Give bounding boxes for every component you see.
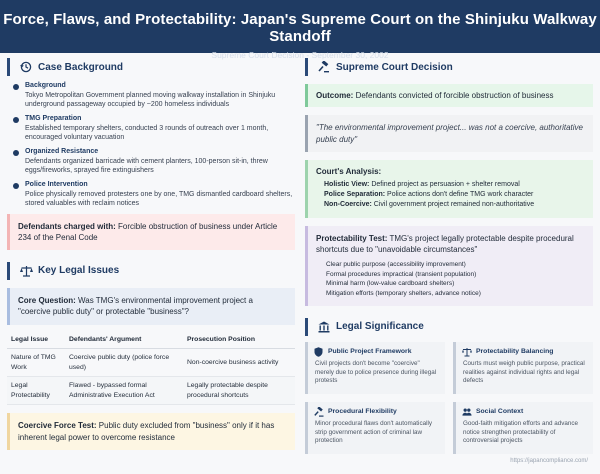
analysis-label: Non-Coercive: (324, 201, 372, 209)
card-title: Procedural Flexibility (328, 408, 397, 416)
background-timeline (7, 82, 295, 209)
legal-issues-table (7, 331, 295, 405)
timeline-item (13, 82, 295, 110)
table-header: Legal Issue (7, 331, 65, 349)
page-header (0, 0, 600, 60)
gavel-icon (314, 407, 324, 417)
timeline-dot (13, 84, 19, 90)
history-icon (19, 60, 33, 74)
significance-grid (305, 342, 593, 454)
timeline-dot (13, 117, 19, 123)
card-header (314, 407, 439, 417)
card-title: Protectability Balancing (476, 348, 554, 356)
analysis-item (324, 190, 585, 200)
institution-icon (317, 320, 331, 334)
table-cell: Flawed - bypassed formal Administrative Execution Act (65, 377, 183, 405)
card-title: Social Context (476, 408, 524, 416)
scale-icon (19, 264, 33, 278)
outcome-label: Outcome: (316, 91, 354, 100)
significance-card (305, 342, 445, 394)
right-column (305, 58, 593, 454)
users-icon (462, 407, 472, 417)
table-row (7, 377, 295, 405)
coercive-test-text: Public duty excluded from "business" only if it has inherent legal power to overcome resistance (18, 421, 275, 442)
timeline-text: Defendants organized barricade with cement planters, 100-person sit-in, threw eggs/fireworks, sprayed fire extinguishers (25, 157, 268, 175)
court-analysis-box (305, 160, 593, 217)
card-text: Civil projects don't become "coercive" merely due to police presence during illegal protests (315, 359, 437, 385)
table-header-row (7, 331, 295, 349)
timeline-title: Police Intervention (25, 180, 88, 188)
table-cell: Legally protectable despite procedural shortcuts (183, 377, 295, 405)
table-header: Defendants' Argument (65, 331, 183, 349)
outcome-text: Defendants convicted of forcible obstruction of business (355, 91, 554, 100)
card-text: Courts must weigh public purpose, practical realities against individual rights and legal defects (463, 359, 585, 385)
legal-issues-heading (7, 262, 295, 280)
timeline-item (13, 115, 295, 143)
table-row (7, 349, 295, 377)
page-subtitle: Supreme Court Decision - September 30, 2002 (211, 50, 389, 60)
timeline-item (13, 181, 295, 209)
case-background-title: Case Background (38, 61, 124, 73)
table-cell: Nature of TMG Work (7, 349, 65, 377)
timeline-text: Tokyo Metropolitan Government planned moving walkway installation in Shinjuku underground passageway occupied by ~200 homeless individuals (25, 92, 276, 109)
core-question-text: Was TMG's environmental improvement project a "coercive public duty" or protectable "business"? (18, 295, 253, 317)
timeline-dot (13, 150, 19, 156)
protectability-test-box (305, 226, 593, 306)
protect-text: TMG's project legally protectable despite procedural shortcuts due to "unavoidable circumstances" (316, 233, 574, 255)
timeline-item (13, 148, 295, 176)
decision-heading (305, 58, 593, 76)
significance-card (305, 402, 445, 454)
coercive-test-label: Coercive Force Test: (18, 421, 97, 431)
page-title: Force, Flaws, and Protectability: Japan's Supreme Court on the Shinjuku Walkway Standoff (3, 11, 597, 45)
timeline-dot (13, 183, 19, 189)
significance-card (453, 342, 593, 394)
list-item: Minimal harm (low-value cardboard shelters) (326, 280, 455, 288)
list-item: Clear public purpose (accessibility improvement) (326, 260, 466, 268)
analysis-text: Police actions don't define TMG work character (387, 191, 534, 199)
card-text: Good-faith mitigation efforts and advance notice strengthen protectability of controversial projects (463, 419, 579, 445)
footer-url: https://japancompliance.com/ (510, 458, 588, 464)
outcome-box (305, 84, 593, 107)
gavel-icon (317, 60, 331, 74)
analysis-label: Holistic View: (324, 181, 370, 189)
card-title: Public Project Framework (328, 348, 412, 356)
charges-callout (7, 214, 295, 250)
analysis-label: Police Separation: (324, 191, 386, 199)
shield-icon (314, 347, 324, 357)
analysis-item (324, 200, 585, 210)
card-text: Minor procedural flaws don't automatically strip government action of criminal law protection (315, 419, 433, 445)
card-header (462, 407, 587, 417)
timeline-title: Organized Resistance (25, 147, 99, 155)
table-cell: Non-coercive business activity (183, 349, 295, 377)
protect-label: Protectability Test: (316, 233, 388, 243)
analysis-item (324, 180, 585, 190)
card-header (314, 347, 439, 357)
timeline-text: Established temporary shelters, conducted 3 rounds of outreach over 1 month, encouraged voluntary vacuation (25, 124, 269, 142)
analysis-heading: Court's Analysis: (316, 167, 382, 177)
list-item: Formal procedures impractical (transient population) (326, 270, 477, 278)
table-cell: Legal Protectability (7, 377, 65, 405)
card-header (462, 347, 587, 357)
analysis-text: Defined project as persuasion + shelter removal (371, 181, 520, 189)
charges-label: Defendants charged with: (18, 221, 116, 231)
table-header: Prosecution Position (183, 331, 295, 349)
left-column (7, 58, 295, 450)
timeline-title: TMG Preparation (25, 114, 82, 122)
court-quote: "The environmental improvement project... was not a coercive, authoritative public duty" (305, 115, 593, 152)
significance-heading (305, 318, 593, 336)
significance-title: Legal Significance (336, 321, 424, 333)
legal-issues-title: Key Legal Issues (38, 265, 120, 277)
timeline-text: Police physically removed protesters one by one, TMG dismantled cardboard shelters, stored valuables with reclaim notices (25, 190, 293, 208)
case-background-heading (7, 58, 295, 76)
list-item: Mitigation efforts (temporary shelters, advance notice) (326, 290, 481, 298)
decision-title: Supreme Court Decision (336, 61, 453, 73)
significance-card (453, 402, 593, 454)
table-cell: Coercive public duty (police force used) (65, 349, 183, 377)
coercive-force-test-box (7, 413, 295, 450)
balance-icon (462, 347, 472, 357)
protect-list (326, 260, 585, 299)
core-question-label: Core Question: (18, 295, 76, 305)
charges-text: Forcible obstruction of business under Article 234 of the Penal Code (18, 221, 278, 242)
core-question-box (7, 288, 295, 325)
timeline-title: Background (25, 82, 66, 89)
analysis-text: Civil government project remained non-authoritative (373, 201, 535, 209)
